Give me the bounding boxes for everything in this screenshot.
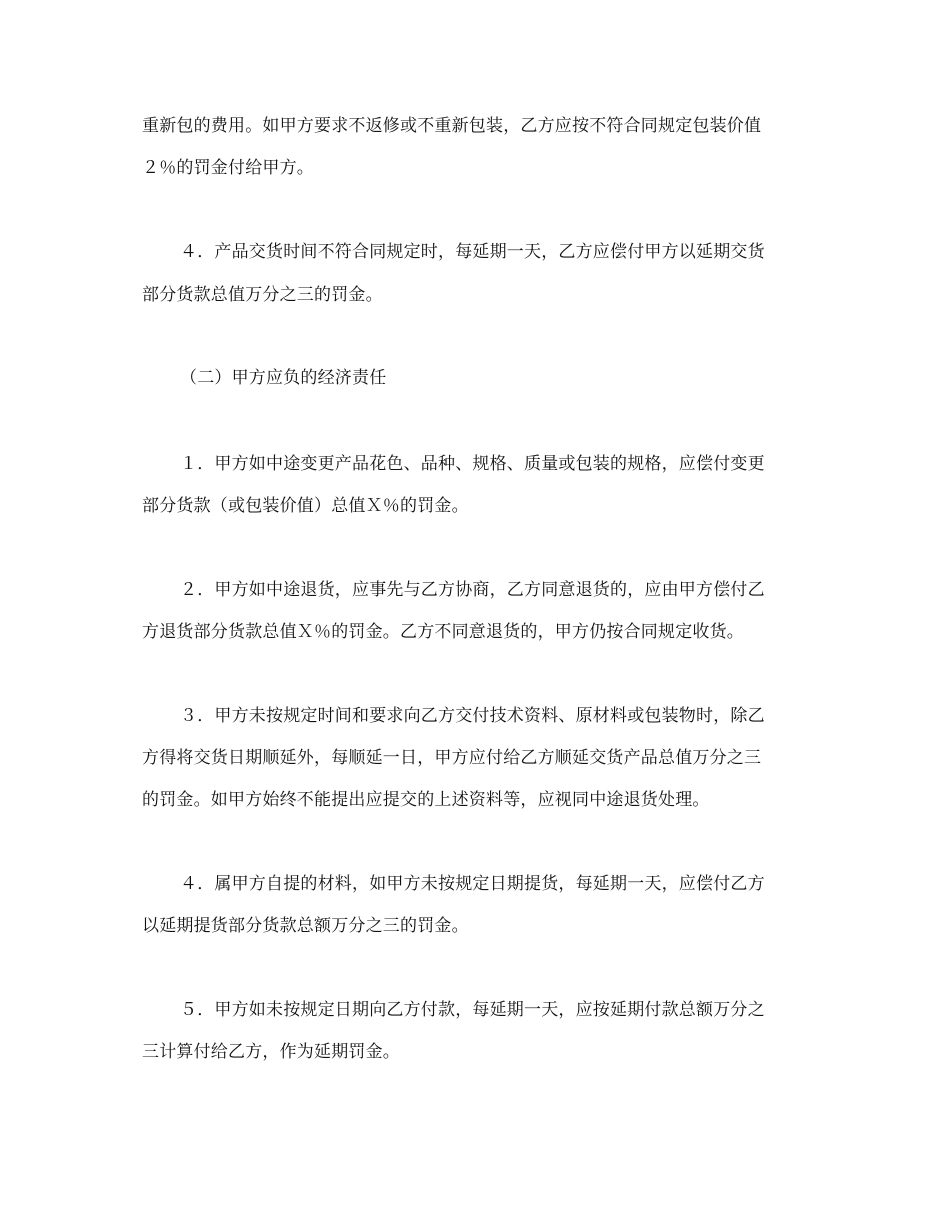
paragraph-item-4-line-2: 部分货款总值万分之三的罚金。 bbox=[142, 285, 383, 305]
text-line: 重新包的费用。如甲方要求不返修或不重新包装，乙方应按不符合同规定包装价值 bbox=[142, 116, 762, 136]
paragraph-item-2-line-2: 方退货部分货款总值Ｘ％的罚金。乙方不同意退货的，甲方仍按合同规定收货。 bbox=[142, 622, 744, 642]
paragraph-item-4b-line-2: 以延期提货部分货款总额万分之三的罚金。 bbox=[142, 916, 469, 936]
text-line: ２％的罚金付给甲方。 bbox=[142, 158, 314, 178]
paragraph-item-4-line-1: ４．产品交货时间不符合同规定时，每延期一天，乙方应偿付甲方以延期交货 bbox=[180, 242, 765, 262]
paragraph-item-3-line-2: 方得将交货日期顺延外，每顺延一日，甲方应付给乙方顺延交货产品总值万分之三 bbox=[142, 748, 762, 768]
section-heading: （二）甲方应负的经济责任 bbox=[180, 368, 387, 388]
paragraph-item-5-line-2: 三计算付给乙方，作为延期罚金。 bbox=[142, 1042, 400, 1062]
paragraph-item-5-line-1: ５．甲方如未按规定日期向乙方付款，每延期一天，应按延期付款总额万分之 bbox=[180, 1000, 765, 1020]
paragraph-item-1-line-2: 部分货款（或包装价值）总值Ｘ％的罚金。 bbox=[142, 496, 469, 516]
paragraph-item-1-line-1: １．甲方如中途变更产品花色、品种、规格、质量或包装的规格，应偿付变更 bbox=[180, 454, 765, 474]
paragraph-item-3-line-3: 的罚金。如甲方始终不能提出应提交的上述资料等，应视同中途退货处理。 bbox=[142, 790, 710, 810]
paragraph-item-4b-line-1: ４．属甲方自提的材料，如甲方未按规定日期提货，每延期一天，应偿付乙方 bbox=[180, 874, 765, 894]
paragraph-item-3-line-1: ３．甲方未按规定时间和要求向乙方交付技术资料、原材料或包装物时，除乙 bbox=[180, 706, 765, 726]
paragraph-item-2-line-1: ２．甲方如中途退货，应事先与乙方协商，乙方同意退货的，应由甲方偿付乙 bbox=[180, 580, 765, 600]
